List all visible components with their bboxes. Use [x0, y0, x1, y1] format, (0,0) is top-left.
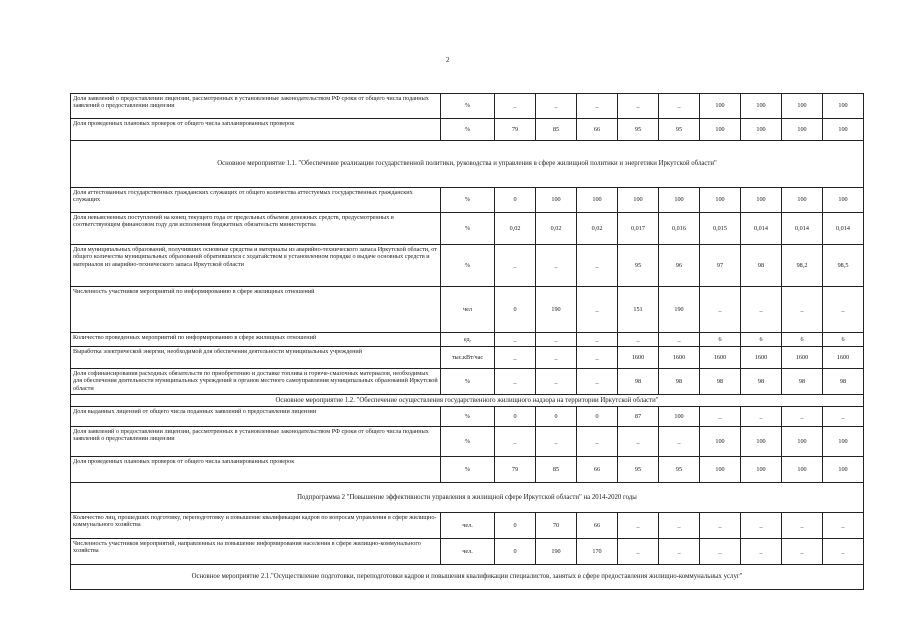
indicators-table — [70, 93, 864, 590]
indicator-value: _ — [577, 245, 618, 287]
indicator-value: 1600 — [659, 347, 700, 369]
indicator-value: _ — [741, 287, 782, 333]
indicator-value: _ — [659, 94, 700, 119]
indicator-value: 100 — [659, 407, 700, 427]
indicator-value: 0 — [536, 407, 577, 427]
indicator-value: 100 — [577, 188, 618, 213]
indicator-value: _ — [618, 333, 659, 347]
indicator-value: _ — [823, 407, 864, 427]
indicator-name: Численность участников мероприятий, направленных на повышение информирования населения в сфере жилищно-коммунального хозяйства — [71, 539, 441, 565]
indicator-value: _ — [536, 347, 577, 369]
indicator-value: 96 — [659, 245, 700, 287]
section-row — [71, 565, 864, 590]
indicator-value: _ — [782, 513, 823, 539]
page-number: 2 — [446, 56, 450, 64]
indicator-row — [71, 245, 864, 287]
indicator-value: 100 — [823, 188, 864, 213]
indicator-value: 0,02 — [577, 213, 618, 245]
indicator-value: 100 — [700, 427, 741, 457]
indicator-row — [71, 369, 864, 395]
indicator-value: _ — [577, 347, 618, 369]
indicator-value: 100 — [823, 457, 864, 483]
indicator-value: 100 — [741, 188, 782, 213]
indicator-value: 100 — [700, 94, 741, 119]
indicator-row — [71, 188, 864, 213]
indicator-value: 100 — [782, 94, 823, 119]
indicator-row — [71, 333, 864, 347]
indicator-value: _ — [659, 333, 700, 347]
indicator-name: Доля невыясненных поступлений на конец текущего года от предельных объемов денежных средств, предусмотренных в соответствующем финансовом году для исполнения бюджетных обязательств министерства — [71, 213, 441, 245]
indicator-unit: тыс.кВт/час — [441, 347, 495, 369]
indicator-value: 70 — [536, 513, 577, 539]
indicator-value: 66 — [577, 119, 618, 141]
indicator-value: _ — [536, 427, 577, 457]
section-row — [71, 141, 864, 188]
indicator-row — [71, 287, 864, 333]
indicator-name: Доля софинансирования расходных обязательств по приобретению и доставке топлива и горюче-смазочных материалов, необходимых для обеспечения деятельности муниципальных учреждений и органов местного самоуправления муниципальных образований Иркутской области — [71, 369, 441, 395]
indicator-unit: % — [441, 457, 495, 483]
indicator-value: _ — [577, 333, 618, 347]
indicator-value: _ — [618, 513, 659, 539]
indicator-unit: чел. — [441, 539, 495, 565]
indicator-value: 95 — [618, 119, 659, 141]
indicator-value: 0,015 — [700, 213, 741, 245]
indicator-value: _ — [659, 539, 700, 565]
indicator-value: _ — [741, 539, 782, 565]
indicator-value: _ — [536, 333, 577, 347]
indicator-value: 100 — [700, 119, 741, 141]
indicator-value: 98,5 — [823, 245, 864, 287]
indicator-row — [71, 347, 864, 369]
indicator-row — [71, 213, 864, 245]
indicator-value: _ — [618, 427, 659, 457]
indicator-value: 100 — [741, 457, 782, 483]
indicator-value: 98 — [823, 369, 864, 395]
indicator-value: _ — [823, 513, 864, 539]
indicator-value: _ — [577, 427, 618, 457]
indicator-value: 170 — [577, 539, 618, 565]
indicator-value: 190 — [536, 539, 577, 565]
indicator-row — [71, 513, 864, 539]
indicator-name: Доля заявлений о предоставлении лицензии, рассмотренных в установленные законодательством РФ сроки от общего числа поданных заявлений о предоставлении лицензии — [71, 94, 441, 119]
indicator-value: 100 — [782, 457, 823, 483]
indicator-value: 0 — [495, 407, 536, 427]
indicator-value: _ — [536, 369, 577, 395]
indicator-value: _ — [741, 513, 782, 539]
indicator-value: 0,017 — [618, 213, 659, 245]
indicator-value: 98 — [741, 245, 782, 287]
indicator-row — [71, 427, 864, 457]
indicator-value: 95 — [618, 457, 659, 483]
indicator-value: _ — [536, 245, 577, 287]
indicator-value: 98 — [659, 369, 700, 395]
indicator-name: Выработка электрической энергии, необходимой для обеспечения деятельности муниципальных учреждений — [71, 347, 441, 369]
indicator-value: 1600 — [700, 347, 741, 369]
indicator-value: 100 — [659, 188, 700, 213]
section-heading: Основное мероприятие 1.2. "Обеспечение осуществления государственного жилищного надзора на территории Иркутской области" — [71, 395, 864, 407]
indicator-value: _ — [577, 94, 618, 119]
indicator-value: 6 — [823, 333, 864, 347]
indicator-unit: % — [441, 427, 495, 457]
indicator-row — [71, 94, 864, 119]
indicator-name: Доля проведенных плановых проверок от общего числа запланированных проверок — [71, 119, 441, 141]
indicator-unit: % — [441, 188, 495, 213]
indicator-value: 0,014 — [823, 213, 864, 245]
indicator-value: _ — [782, 539, 823, 565]
indicator-value: 95 — [659, 457, 700, 483]
indicator-value: 0,02 — [495, 213, 536, 245]
indicator-value: 0 — [495, 513, 536, 539]
indicator-value: 100 — [618, 188, 659, 213]
indicator-value: 98,2 — [782, 245, 823, 287]
indicator-name: Доля аттестованных государственных гражданских служащих от общего количества аттестуемых государственных гражданских служащих — [71, 188, 441, 213]
indicator-value: 1600 — [618, 347, 659, 369]
indicator-value: 100 — [823, 119, 864, 141]
indicator-value: _ — [495, 427, 536, 457]
section-row — [71, 395, 864, 407]
indicator-value: 87 — [618, 407, 659, 427]
indicator-value: 97 — [700, 245, 741, 287]
indicator-name: Доля муниципальных образований, получивших основные средства и материалы из аварийно-технического запаса Иркутской области, от общего количества муниципальных образований обратившихся с ходатайством в установленном порядке о выдаче основных средств и материалов из аварийно-технического запаса Иркутской области — [71, 245, 441, 287]
indicator-value: 100 — [741, 427, 782, 457]
indicator-value: 100 — [700, 188, 741, 213]
indicator-row — [71, 539, 864, 565]
indicator-value: _ — [700, 407, 741, 427]
indicator-value: 85 — [536, 119, 577, 141]
indicator-value: _ — [700, 513, 741, 539]
indicator-value: _ — [782, 287, 823, 333]
section-heading: Основное мероприятие 1.1. "Обеспечение реализации государственной политики, руководства и управления в сфере жилищной политики и энергетики Иркутской области" — [71, 141, 864, 188]
indicator-unit: % — [441, 407, 495, 427]
indicator-value: 98 — [618, 369, 659, 395]
indicator-unit: чел — [441, 287, 495, 333]
indicator-value: _ — [700, 539, 741, 565]
indicator-value: 190 — [659, 287, 700, 333]
indicator-value: 0,016 — [659, 213, 700, 245]
indicator-value: 98 — [700, 369, 741, 395]
indicator-value: 100 — [536, 188, 577, 213]
indicator-value: _ — [618, 94, 659, 119]
indicator-name: Доля заявлений о предоставлении лицензии, рассмотренных в установленные законодательством РФ сроки от общего числа поданных заявлений о предоставлении лицензии — [71, 427, 441, 457]
indicator-value: _ — [495, 347, 536, 369]
indicator-value: _ — [618, 539, 659, 565]
indicator-name: Численность участников мероприятий по информированию в сфере жилищных отношений — [71, 287, 441, 333]
indicator-value: 100 — [741, 119, 782, 141]
indicator-value: 190 — [536, 287, 577, 333]
indicator-value: 0 — [495, 539, 536, 565]
indicator-row — [71, 457, 864, 483]
indicator-value: _ — [700, 287, 741, 333]
indicator-value: _ — [659, 513, 700, 539]
indicator-value: _ — [823, 539, 864, 565]
section-row — [71, 483, 864, 513]
indicator-value: 100 — [741, 94, 782, 119]
indicator-value: 6 — [782, 333, 823, 347]
indicator-value: 0,014 — [782, 213, 823, 245]
indicator-unit: % — [441, 94, 495, 119]
indicator-value: _ — [495, 245, 536, 287]
indicator-value: 95 — [659, 119, 700, 141]
indicator-value: 85 — [536, 457, 577, 483]
indicator-value: _ — [823, 287, 864, 333]
indicator-value: 79 — [495, 119, 536, 141]
indicator-value: 1600 — [741, 347, 782, 369]
indicator-name: Количество проведенных мероприятий по информированию в сфере жилищных отношений — [71, 333, 441, 347]
indicator-row — [71, 119, 864, 141]
indicator-value: 0,014 — [741, 213, 782, 245]
indicator-value: 0 — [495, 287, 536, 333]
indicator-value: 95 — [618, 245, 659, 287]
indicator-value: _ — [577, 287, 618, 333]
indicator-value: _ — [782, 407, 823, 427]
indicator-name: Доля проведенных плановых проверок от общего числа запланированных проверок — [71, 457, 441, 483]
indicator-value: 66 — [577, 513, 618, 539]
section-heading: Подпрограмма 2 "Повышение эффективности управления в жилищной сфере Иркутской области" на 2014-2020 годы — [71, 483, 864, 513]
indicator-value: 100 — [823, 427, 864, 457]
indicator-unit: % — [441, 213, 495, 245]
indicator-value: 100 — [782, 188, 823, 213]
indicator-name: Доля выданных лицензий от общего числа поданных заявлений о предоставлении лицензии — [71, 407, 441, 427]
indicator-value: 100 — [700, 457, 741, 483]
indicator-row — [71, 407, 864, 427]
indicator-unit: % — [441, 369, 495, 395]
indicator-value: 0,02 — [536, 213, 577, 245]
indicator-value: _ — [741, 407, 782, 427]
indicator-unit: % — [441, 245, 495, 287]
indicator-value: _ — [495, 369, 536, 395]
indicator-value: 100 — [782, 427, 823, 457]
indicator-name: Количество лиц, прошедших подготовку, переподготовку и повышение квалификации кадров по вопросам управления в сфере жилищно-коммунального хозяйства — [71, 513, 441, 539]
indicator-value: 0 — [495, 188, 536, 213]
indicator-value: 151 — [618, 287, 659, 333]
indicator-value: 6 — [741, 333, 782, 347]
indicator-value: 1600 — [782, 347, 823, 369]
indicator-value: 6 — [700, 333, 741, 347]
indicator-value: 79 — [495, 457, 536, 483]
indicator-value: 66 — [577, 457, 618, 483]
indicator-value: _ — [536, 94, 577, 119]
indicator-value: 98 — [741, 369, 782, 395]
section-heading: Основное мероприятие 2.1."Осуществление подготовки, переподготовки кадров и повышения квалификации специалистов, занятых в сфере предоставления жилищно-коммунальных услуг" — [71, 565, 864, 590]
indicator-value: _ — [577, 369, 618, 395]
indicator-value: 1600 — [823, 347, 864, 369]
indicator-value: _ — [495, 333, 536, 347]
indicator-value: 100 — [782, 119, 823, 141]
indicator-unit: ед. — [441, 333, 495, 347]
indicator-value: _ — [659, 427, 700, 457]
indicator-value: 98 — [782, 369, 823, 395]
indicator-value: 100 — [823, 94, 864, 119]
indicator-value: 0 — [577, 407, 618, 427]
indicator-unit: чел. — [441, 513, 495, 539]
indicator-value: _ — [495, 94, 536, 119]
indicator-unit: % — [441, 119, 495, 141]
